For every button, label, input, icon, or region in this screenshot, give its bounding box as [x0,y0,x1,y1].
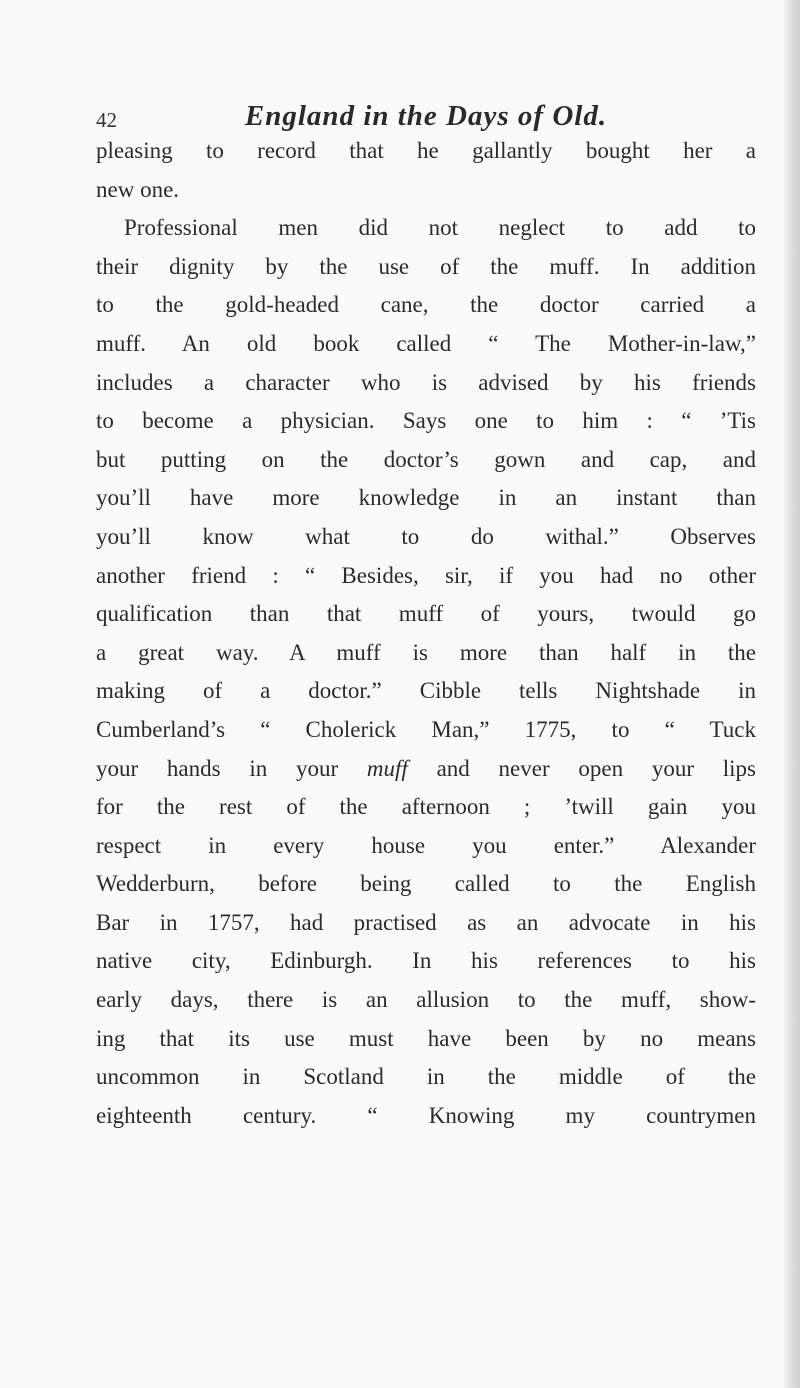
text-line: another friend : “ Besides, sir, if you had no other [96,562,756,588]
text-line: uncommon in Scotland in the middle of the [96,1064,756,1090]
text-line-with-italic [96,750,756,789]
text-line: to become a physician. Says one to him : “ ’Tis [96,408,756,434]
text-line: eighteenth century. “ Knowing my countrymen [96,1102,756,1128]
text-line: qualification than that muff of yours, twould go [96,601,756,627]
text-line: you’ll know what to do withal.” Observes [96,523,756,549]
text-line: early days, there is an allusion to the muff, show- [96,987,756,1013]
text-line: Cumberland’s “ Cholerick Man,” 1775, to “ Tuck [96,716,756,742]
text-line: Wedderburn, before being called to the English [96,871,756,897]
text-line: making of a doctor.” Cibble tells Nightshade in [96,678,756,704]
text-line: to the gold-headed cane, the doctor carried a [96,292,756,318]
text-line: ing that its use must have been by no means [96,1025,756,1051]
text-line: pleasing to record that he gallantly bought her a [96,138,756,163]
text-line: Bar in 1757, had practised as an advocate in his [96,909,756,935]
text-line: you’ll have more knowledge in an instant than [96,485,756,511]
text-line: muff. An old book called “ The Mother-in-law,” [96,330,756,356]
text-line: respect in every house you enter.” Alexander [96,832,756,858]
text-line: includes a character who is advised by his friends [96,369,756,395]
text-segment: your hands in your [96,755,339,781]
paragraph-start-line: Professional men did not neglect to add to [124,215,756,241]
body-text [96,132,756,1135]
running-title: England in the Days of Old. [244,100,608,132]
text-line: for the rest of the afternoon ; ’twill gain you [96,794,756,820]
text-segment: and never open your lips [436,755,757,781]
italic-word: muff [366,755,408,781]
text-line: new one. [96,176,180,202]
text-line: their dignity by the use of the muff. In addition [96,253,756,279]
text-line: but putting on the doctor’s gown and cap, and [96,446,756,472]
text-line: a great way. A muff is more than half in the [96,639,756,665]
text-line: native city, Edinburgh. In his references to his [96,948,756,974]
page-edge-shadow [784,0,800,1388]
page-number: 42 [96,108,117,132]
